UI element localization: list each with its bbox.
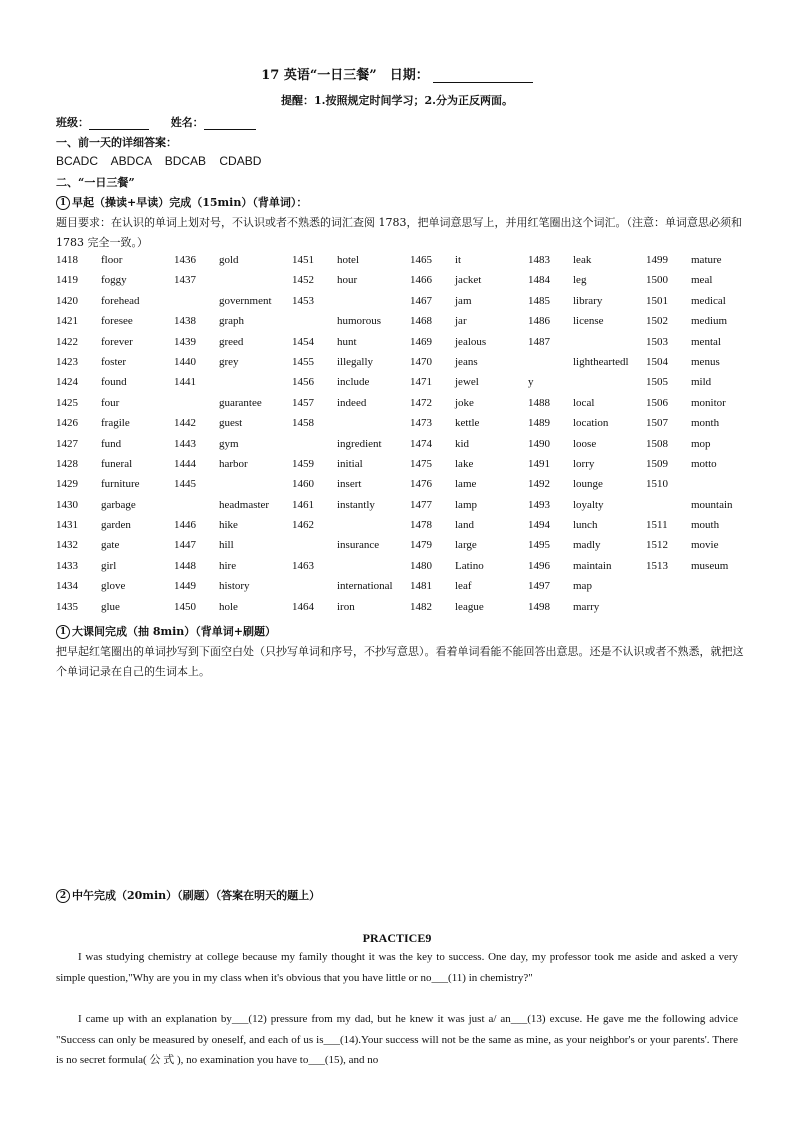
word-number: 1506 [646, 396, 668, 409]
word-number: 1455 [292, 355, 314, 368]
word-cell[interactable]: location [573, 417, 609, 430]
table-row [56, 295, 764, 315]
word-number: 1500 [646, 274, 668, 287]
word-cell[interactable]: hike [219, 519, 238, 532]
word-number: 1444 [174, 457, 196, 470]
word-number: 1473 [410, 417, 432, 430]
word-cell[interactable]: madly [573, 539, 601, 552]
word-number: 1471 [410, 376, 432, 389]
word-number [292, 438, 337, 458]
word-number: 1457 [292, 396, 314, 409]
word-cell[interactable]: hire [219, 559, 237, 572]
table-row [56, 356, 764, 376]
word-cell[interactable]: menus [691, 355, 720, 368]
table-row [56, 397, 764, 417]
page-title [0, 64, 794, 83]
word-cell[interactable]: four [101, 396, 120, 409]
word-cell[interactable] [219, 478, 292, 498]
class-break-requirement: 把早起红笔圈出的单词抄写到下面空白处（只抄写单词和序号，不抄写意思）。看着单词看能不能回答出意思。还是不认识或者不熟悉，就把这个单词记录在自己的生词本上。 [56, 645, 744, 678]
morning-task-label: 早起（操读+早读）完成（15min）（背单词）： [72, 196, 308, 209]
word-cell[interactable] [337, 417, 410, 437]
word-cell[interactable]: harbor [219, 457, 248, 470]
word-number: 1489 [528, 417, 550, 430]
word-cell[interactable]: leg [573, 274, 587, 287]
word-number [292, 580, 337, 600]
word-cell[interactable]: jar [455, 315, 467, 328]
word-cell[interactable]: fragile [101, 417, 130, 430]
title-text: 17 英语“一日三餐” 日期： [261, 68, 429, 83]
word-number: 1439 [174, 335, 196, 348]
word-cell[interactable]: mop [691, 437, 711, 450]
word-cell[interactable]: land [455, 519, 474, 532]
table-row [56, 539, 764, 559]
word-cell[interactable]: foresee [101, 315, 133, 328]
word-number: 1487 [528, 335, 550, 348]
noon-task-label: 中午完成（20min）（刷题）（答案在明天的题上） [72, 889, 321, 902]
word-cell[interactable]: joke [455, 396, 474, 409]
word-number: 1486 [528, 315, 550, 328]
word-cell[interactable]: initial [337, 457, 363, 470]
word-number: 1429 [56, 478, 78, 491]
word-cell[interactable]: movie [691, 539, 719, 552]
practice-paragraph-1: I was studying chemistry at college because my family thought it was the key to success. One day, my professor took me aside and asked a very simple question,"Why are you in my class when it's obvious that you have little or no___(11) in chemistry?" [56, 951, 738, 984]
table-row [56, 499, 764, 519]
word-number: 1423 [56, 355, 78, 368]
word-number: 1496 [528, 559, 550, 572]
word-number: 1490 [528, 437, 550, 450]
section2-heading: 二、“一日三餐” [56, 176, 135, 189]
word-cell[interactable]: jeans [455, 355, 478, 368]
word-number: 1464 [292, 600, 314, 613]
word-cell[interactable]: loyalty [573, 498, 604, 511]
word-number [528, 356, 573, 376]
word-cell[interactable]: include [337, 376, 370, 389]
word-cell[interactable]: hole [219, 600, 238, 613]
word-cell[interactable]: mountain [691, 498, 733, 511]
word-number: 1468 [410, 315, 432, 328]
word-number [174, 295, 219, 315]
word-number: 1447 [174, 539, 196, 552]
word-cell[interactable]: hill [219, 539, 234, 552]
table-row [56, 601, 764, 621]
word-number: 1448 [174, 559, 196, 572]
word-number: 1434 [56, 580, 78, 593]
word-cell[interactable]: iron [337, 600, 355, 613]
word-cell[interactable] [573, 336, 646, 356]
word-cell[interactable]: forehead [101, 294, 140, 307]
word-cell[interactable] [337, 295, 410, 315]
word-cell[interactable]: insert [337, 478, 362, 491]
section1-heading: 一、前一天的详细答案： [56, 136, 177, 149]
word-number: 1452 [292, 274, 314, 287]
word-cell[interactable]: forever [101, 335, 133, 348]
noon-task-heading [56, 887, 320, 903]
word-number: 1445 [174, 478, 196, 491]
word-cell[interactable]: headmaster [219, 498, 270, 511]
word-cell[interactable]: grey [219, 355, 239, 368]
student-info-row [56, 114, 256, 130]
word-number: 1510 [646, 478, 668, 491]
word-number: 1440 [174, 355, 196, 368]
word-cell[interactable]: foster [101, 355, 127, 368]
word-cell[interactable]: glove [101, 580, 126, 593]
word-cell[interactable]: local [573, 396, 595, 409]
word-number [174, 397, 219, 417]
word-number: 1450 [174, 600, 196, 613]
word-cell[interactable]: it [455, 254, 462, 266]
word-cell[interactable]: medium [691, 315, 728, 328]
word-cell[interactable]: kid [455, 437, 470, 450]
word-number: 1479 [410, 539, 432, 552]
word-cell[interactable]: large [455, 539, 477, 552]
reminder: 提醒：1.按照规定时间学习；2.分为正反两面。 [281, 94, 513, 107]
word-cell[interactable]: leak [573, 254, 592, 266]
word-number: 1492 [528, 478, 550, 491]
word-cell[interactable]: library [573, 294, 603, 307]
word-number: 1460 [292, 478, 314, 491]
word-number: 1430 [56, 498, 78, 511]
word-number: 1419 [56, 274, 78, 287]
word-number: 1502 [646, 315, 668, 328]
vocabulary-rows [56, 254, 764, 621]
word-number: 1446 [174, 519, 196, 532]
word-number: 1488 [528, 396, 550, 409]
word-number: 1442 [174, 417, 196, 430]
word-number: 1483 [528, 254, 550, 266]
circled-number: 1 [56, 625, 70, 639]
word-number: 1418 [56, 254, 78, 266]
word-cell[interactable] [691, 580, 764, 600]
word-number [292, 315, 337, 335]
word-cell[interactable]: monitor [691, 396, 726, 409]
class-break-label: 大课间完成（抽 8min）（背单词+刷题） [72, 625, 277, 638]
word-number: 1503 [646, 335, 668, 348]
word-cell[interactable]: lounge [573, 478, 603, 491]
word-number: 1437 [174, 274, 196, 287]
practice-paragraph-2: I came up with an explanation by___(12) pressure from my dad, but he knew it was just a/ an___(13) excuse. He gave me the following advice "Success can only be measured by oneself, and each of us is___(14).Your success will not be the same as mine, as your neighbor's or your parents'. There is no secret formula( 公 式 ), no examination you have to___(15), and no [56, 1013, 738, 1066]
word-cell[interactable]: found [101, 376, 127, 389]
word-cell[interactable]: mental [691, 335, 721, 348]
word-number: 1508 [646, 437, 668, 450]
word-number: 1436 [174, 254, 196, 266]
word-cell[interactable]: mouth [691, 519, 720, 532]
word-cell[interactable]: garden [101, 519, 131, 532]
word-cell[interactable]: museum [691, 559, 729, 572]
word-number: 1421 [56, 315, 78, 328]
word-number: 1462 [292, 519, 314, 532]
word-number: 1504 [646, 355, 668, 368]
word-number: 1472 [410, 396, 432, 409]
word-number: 1454 [292, 335, 314, 348]
word-cell[interactable]: league [455, 600, 484, 613]
word-cell[interactable] [691, 601, 764, 621]
word-number: 1451 [292, 254, 314, 266]
word-number [646, 499, 691, 519]
word-number [646, 601, 691, 621]
class-break-heading [56, 623, 276, 639]
word-number: 1507 [646, 417, 668, 430]
word-number: 1498 [528, 600, 550, 613]
table-row [56, 274, 764, 294]
word-cell[interactable]: mild [691, 376, 712, 389]
word-number: 1426 [56, 417, 78, 430]
word-cell[interactable]: fund [101, 437, 122, 450]
word-cell[interactable]: gold [219, 254, 239, 266]
word-cell[interactable]: kettle [455, 417, 480, 430]
word-cell[interactable]: lorry [573, 457, 595, 470]
word-cell[interactable]: marry [573, 600, 600, 613]
word-cell[interactable]: garbage [101, 498, 136, 511]
word-cell[interactable]: hour [337, 274, 358, 287]
word-cell[interactable]: lame [455, 478, 477, 491]
word-number: 1463 [292, 559, 314, 572]
word-number: 1513 [646, 559, 668, 572]
word-number: 1432 [56, 539, 78, 552]
date-blank[interactable] [433, 70, 533, 83]
word-cell[interactable]: lake [455, 457, 474, 470]
word-cell[interactable]: map [573, 580, 592, 593]
word-number: 1511 [646, 519, 668, 532]
word-cell[interactable]: jacket [455, 274, 482, 287]
table-row [56, 560, 764, 580]
table-row [56, 580, 764, 600]
word-cell[interactable]: indeed [337, 396, 367, 409]
word-cell[interactable] [337, 560, 410, 580]
word-cell[interactable]: motto [691, 457, 717, 470]
word-number: 1465 [410, 254, 432, 266]
word-number: 1505 [646, 376, 668, 389]
table-row [56, 254, 764, 274]
word-cell[interactable]: instantly [337, 498, 375, 511]
table-row [56, 315, 764, 335]
class-blank[interactable] [89, 119, 149, 130]
previous-answers: BCADC ABDCA BDCAB CDABD [56, 154, 262, 168]
word-number: 1433 [56, 559, 78, 572]
word-number: 1458 [292, 417, 314, 430]
word-cell[interactable] [219, 274, 292, 294]
table-row [56, 336, 764, 356]
word-number: 1420 [56, 294, 78, 307]
word-number: 1469 [410, 335, 432, 348]
word-cell[interactable]: lunch [573, 519, 598, 532]
word-cell[interactable]: jealous [455, 335, 487, 348]
word-cell[interactable]: insurance [337, 539, 380, 552]
word-cell[interactable]: furniture [101, 478, 140, 491]
word-number: 1425 [56, 396, 78, 409]
word-cell[interactable]: humorous [337, 315, 381, 328]
word-cell[interactable]: government [219, 294, 272, 307]
word-number: 1482 [410, 600, 432, 613]
word-number: 1443 [174, 437, 196, 450]
word-number: 1493 [528, 498, 550, 511]
practice-title: PRACTICE9 [362, 931, 432, 945]
word-number: 1427 [56, 437, 78, 450]
word-number [292, 539, 337, 559]
word-number: 1424 [56, 376, 78, 389]
word-cell[interactable] [337, 519, 410, 539]
word-number: 1484 [528, 274, 550, 287]
word-number: 1494 [528, 519, 550, 532]
word-cell[interactable]: month [691, 417, 720, 430]
word-number: 1449 [174, 580, 196, 593]
word-cell[interactable]: hunt [337, 335, 357, 348]
word-cell[interactable]: international [337, 580, 393, 593]
word-cell[interactable]: ingredient [337, 437, 382, 450]
word-cell[interactable]: Latino [455, 559, 484, 572]
word-cell[interactable] [573, 376, 646, 396]
word-cell[interactable]: floor [101, 254, 123, 266]
word-cell[interactable]: gate [101, 539, 120, 552]
word-cell[interactable]: guest [219, 417, 243, 430]
word-number: 1466 [410, 274, 432, 287]
table-row [56, 478, 764, 498]
word-cell[interactable]: license [573, 315, 604, 328]
table-row [56, 417, 764, 437]
table-row [56, 376, 764, 396]
word-cell[interactable]: illegally [337, 355, 374, 368]
word-number: y [528, 376, 534, 389]
word-cell[interactable]: jam [455, 294, 472, 307]
word-number: 1456 [292, 376, 314, 389]
word-cell[interactable]: lightheartedl [573, 355, 629, 368]
word-number: 1480 [410, 559, 432, 572]
word-cell[interactable]: foggy [101, 274, 127, 287]
word-number: 1495 [528, 539, 550, 552]
word-number [646, 580, 691, 600]
word-number: 1453 [292, 294, 314, 307]
word-number: 1422 [56, 335, 78, 348]
word-number: 1438 [174, 315, 196, 328]
copy-area[interactable] [56, 690, 746, 880]
word-cell[interactable]: mature [691, 254, 722, 266]
word-number: 1435 [56, 600, 78, 613]
word-cell[interactable] [219, 376, 292, 396]
word-number: 1501 [646, 294, 668, 307]
circled-number: 1 [56, 196, 70, 210]
word-number [174, 499, 219, 519]
word-number: 1497 [528, 580, 550, 593]
word-number: 1474 [410, 437, 432, 450]
word-number: 1431 [56, 519, 78, 532]
word-cell[interactable]: history [219, 580, 250, 593]
word-number: 1441 [174, 376, 196, 389]
word-number: 1428 [56, 457, 78, 470]
word-number: 1485 [528, 294, 550, 307]
word-cell[interactable]: glue [101, 600, 120, 613]
vocabulary-table [56, 254, 764, 621]
class-label: 班级： [56, 116, 89, 129]
word-cell[interactable]: jewel [455, 376, 479, 389]
circled-number: 2 [56, 889, 70, 903]
word-number: 1476 [410, 478, 432, 491]
word-cell[interactable]: hotel [337, 254, 359, 266]
table-row [56, 438, 764, 458]
word-cell[interactable]: leaf [455, 580, 472, 593]
word-cell[interactable]: guarantee [219, 396, 262, 409]
name-blank[interactable] [204, 119, 256, 130]
word-number: 1477 [410, 498, 432, 511]
word-cell[interactable]: gym [219, 437, 239, 450]
word-number: 1461 [292, 498, 314, 511]
word-cell[interactable]: graph [219, 315, 245, 328]
morning-requirement: 题目要求：在认识的单词上划对号，不认识或者不熟悉的词汇查阅 1783，把单词意思写上，并用红笔圈出这个词汇。（注意：单词意思必须和 1783 完全一致。） [56, 216, 742, 249]
word-cell[interactable]: funeral [101, 457, 133, 470]
word-number: 1481 [410, 580, 432, 593]
morning-task-heading [56, 194, 307, 210]
word-cell[interactable]: lamp [455, 498, 477, 511]
name-label: 姓名： [170, 116, 204, 129]
word-number: 1499 [646, 254, 668, 266]
word-number: 1475 [410, 457, 432, 470]
word-number: 1467 [410, 294, 432, 307]
word-number: 1491 [528, 457, 550, 470]
word-cell[interactable]: loose [573, 437, 597, 450]
word-cell[interactable]: medical [691, 294, 726, 307]
word-cell[interactable]: greed [219, 335, 244, 348]
word-number: 1459 [292, 457, 314, 470]
word-number: 1512 [646, 539, 668, 552]
word-number: 1470 [410, 355, 432, 368]
table-row [56, 458, 764, 478]
word-cell[interactable] [691, 478, 764, 498]
word-cell[interactable]: maintain [573, 559, 612, 572]
word-number: 1478 [410, 519, 432, 532]
word-cell[interactable]: meal [691, 274, 713, 287]
table-row [56, 519, 764, 539]
word-cell[interactable]: girl [101, 559, 117, 572]
word-number: 1509 [646, 457, 668, 470]
